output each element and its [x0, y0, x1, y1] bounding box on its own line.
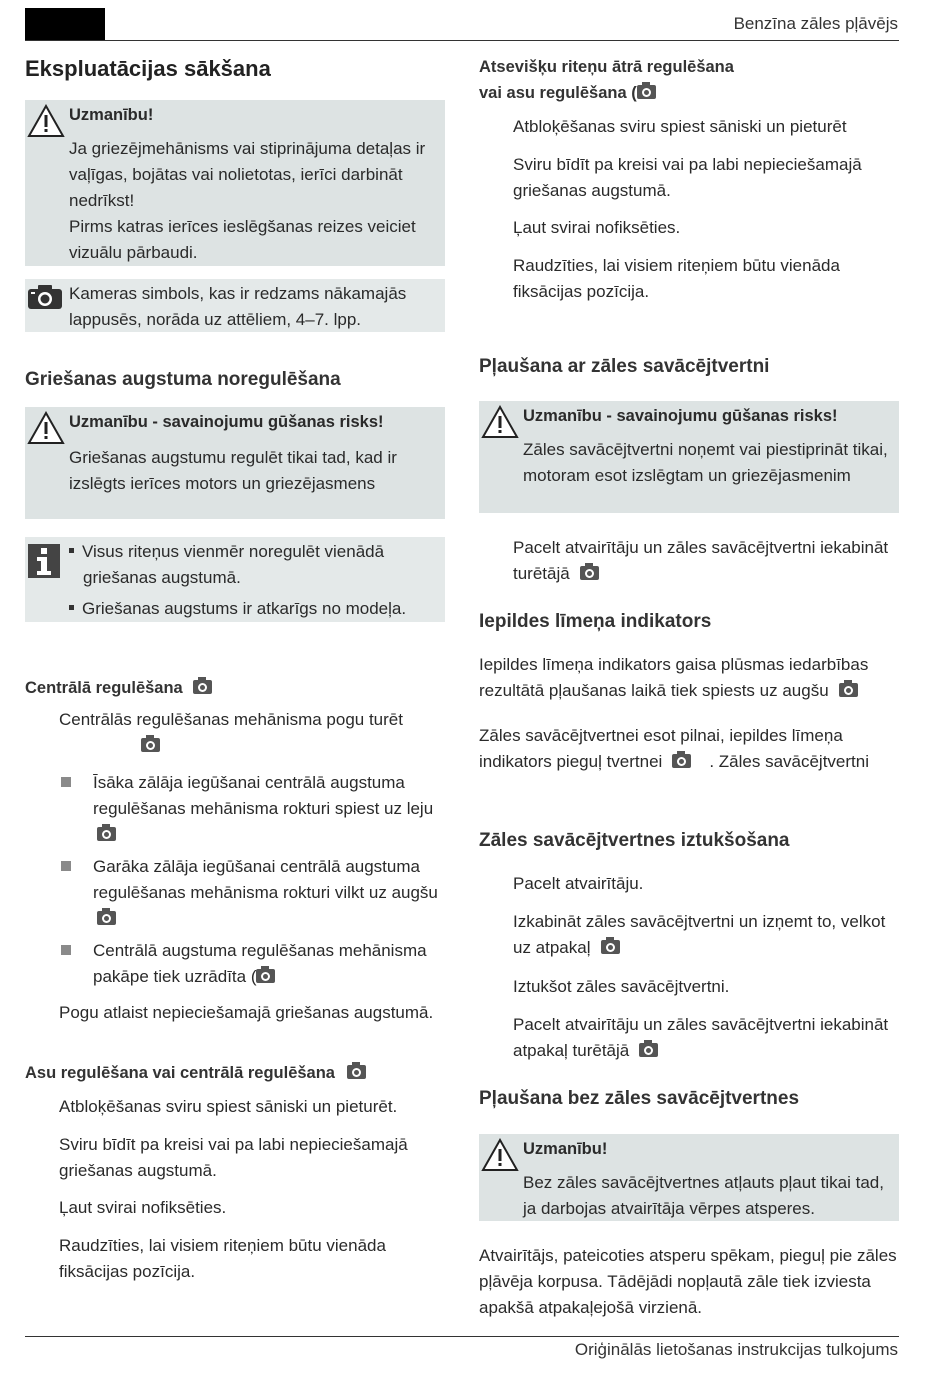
wheel-heading-2: vai asu regulēšana (	[479, 80, 656, 106]
wheel-step-1: Atbloķēšanas sviru spiest sāniski un pieturēt	[513, 117, 847, 136]
camera-icon	[256, 969, 275, 983]
warning-title: Uzmanību - savainojumu gūšanas risks!	[69, 413, 384, 431]
bullet-marker	[61, 945, 71, 955]
info-item-2: Griešanas augstums ir atkarīgs no modeļa.	[69, 596, 439, 622]
camera-note-box	[25, 279, 445, 332]
info-item-1: Visus riteņus vienmēr noregulēt vienādā griešanas augstumā.	[69, 539, 439, 591]
bag-warning-box	[479, 401, 899, 513]
central-intro: Centrālās regulēšanas mehānisma pogu turēt	[59, 707, 439, 759]
warning-text: Zāles savācējtvertni noņemt vai piestiprināt tikai, motoram esot izslēgtam un griezējasmenim	[523, 440, 888, 485]
bag-mow-heading: Pļaušana ar zāles savācējtvertni	[479, 356, 770, 377]
camera-icon	[27, 284, 63, 310]
level-paragraph-2: Zāles savācējtvertnei esot pilnai, iepildes līmeņa indikators pieguļ tvertnei . Zāles savācējtvertni	[479, 726, 870, 771]
camera-icon	[347, 1065, 366, 1079]
no-bag-warning-box	[479, 1134, 899, 1221]
warning-icon	[481, 405, 519, 439]
warning-text-1: Ja griezējmehānisms vai stiprinājuma detaļas ir vaļīgas, bojātas vai nolietotas, ierīci darbināt nedrīkst!	[69, 139, 426, 210]
camera-icon	[141, 738, 160, 752]
camera-icon	[672, 754, 691, 768]
wheel-heading-1: Atsevišķu riteņu ātrā regulēšana	[479, 58, 734, 76]
info-icon	[27, 543, 61, 579]
warning-icon	[27, 411, 65, 445]
camera-note-text: Kameras simbols, kas ir redzams nākamajās lappusēs, norāda uz attēliem, 4–7. lpp.	[69, 284, 407, 329]
wheel-step-3: Ļaut svirai nofiksēties.	[513, 218, 681, 237]
wheel-step-4: Raudzīties, lai visiem riteņiem būtu vienāda fiksācijas pozīcija.	[513, 256, 840, 301]
empty-step-2: Izkabināt zāles savācējtvertni un izņemt to, velkot uz atpakaļ	[513, 912, 886, 957]
level-heading: Iepildes līmeņa indikators	[479, 611, 712, 632]
axle-step-4: Raudzīties, lai visiem riteņiem būtu vienāda fiksācijas pozīcija.	[59, 1236, 386, 1281]
empty-step-4: Pacelt atvairītāju un zāles savācējtvertni iekabināt atpakaļ turētājā	[513, 1015, 889, 1060]
no-bag-heading: Pļaušana bez zāles savācējtvertnes	[479, 1088, 800, 1109]
axle-step-3: Ļaut svirai nofiksēties.	[59, 1198, 227, 1217]
camera-icon	[601, 940, 620, 954]
warning-title: Uzmanību - savainojumu gūšanas risks!	[523, 407, 838, 425]
empty-step-1: Pacelt atvairītāju.	[513, 874, 644, 893]
empty-heading: Zāles savācējtvertnes iztukšošana	[479, 830, 790, 851]
cut-height-warning-box	[25, 407, 445, 519]
camera-icon	[639, 1043, 658, 1057]
warning-title: Uzmanību!	[69, 106, 154, 124]
axle-step-2: Sviru bīdīt pa kreisi vai pa labi nepieciešamajā griešanas augstumā.	[59, 1135, 408, 1180]
camera-icon	[193, 680, 212, 694]
bullet-marker	[61, 777, 71, 787]
central-heading: Centrālā regulēšana	[25, 675, 212, 701]
camera-icon	[637, 85, 656, 99]
warning-icon	[481, 1138, 519, 1172]
level-paragraph-1: Iepildes līmeņa indikators gaisa plūsmas iedarbības rezultātā pļaušanas laikā tiek spiests uz augšu	[479, 655, 869, 700]
wheel-step-2: Sviru bīdīt pa kreisi vai pa labi nepieciešamajā griešanas augstumā.	[513, 155, 862, 200]
warning-box	[25, 100, 445, 266]
empty-step-3: Iztukšot zāles savācējtvertni.	[513, 977, 730, 996]
camera-icon	[839, 683, 858, 697]
info-box	[25, 537, 445, 622]
cut-height-heading: Griešanas augstuma noregulēšana	[25, 369, 341, 390]
warning-text	[69, 136, 439, 266]
axle-step-1: Atbloķēšanas sviru spiest sāniski un pieturēt.	[59, 1097, 398, 1116]
camera-icon	[580, 566, 599, 580]
warning-text: Griešanas augstumu regulēt tikai tad, kad ir izslēgts ierīces motors un griezējasmens	[69, 448, 397, 493]
header-title: Benzīna zāles pļāvējs	[733, 14, 898, 33]
bullet-marker	[61, 861, 71, 871]
central-outro: Pogu atlaist nepieciešamajā griešanas augstumā.	[59, 1003, 434, 1022]
warning-icon	[27, 104, 65, 138]
warning-text-2: Pirms katras ierīces ieslēgšanas reizes veiciet vizuālu pārbaudi.	[69, 217, 416, 262]
header-rule	[25, 40, 899, 41]
axle-heading: Asu regulēšana vai centrālā regulēšana	[25, 1060, 366, 1086]
central-bullet-2: Garāka zālāja iegūšanai centrālā augstuma regulēšanas mehānisma rokturi vilkt uz augšu	[93, 854, 445, 932]
central-bullet-3: Centrālā augstuma regulēšanas mehānisma pakāpe tiek uzrādīta (	[93, 941, 427, 986]
footer-text: Oriģinālās lietošanas instrukcijas tulkojums	[574, 1340, 898, 1359]
page-number-tab	[25, 8, 105, 40]
camera-icon	[97, 827, 116, 841]
section-title: Ekspluatācijas sākšana	[25, 56, 271, 81]
bag-mow-step: Pacelt atvairītāju un zāles savācējtvertni iekabināt turētājā	[513, 538, 889, 583]
info-list	[69, 539, 439, 622]
no-bag-paragraph: Atvairītājs, pateicoties atsperu spēkam, pieguļ pie zāles pļāvēja korpusa. Tādējādi nopļautā zāle tiek izviesta apakšā atpakaļejošā virzienā.	[479, 1246, 897, 1317]
camera-icon	[97, 911, 116, 925]
warning-title: Uzmanību!	[523, 1140, 608, 1158]
central-bullet-1: Īsāka zālāja iegūšanai centrālā augstuma regulēšanas mehānisma rokturi spiest uz leju	[93, 770, 445, 848]
warning-text: Bez zāles savācējtvertnes atļauts pļaut tikai tad, ja darbojas atvairītāja vērpes atsperes.	[523, 1173, 884, 1218]
